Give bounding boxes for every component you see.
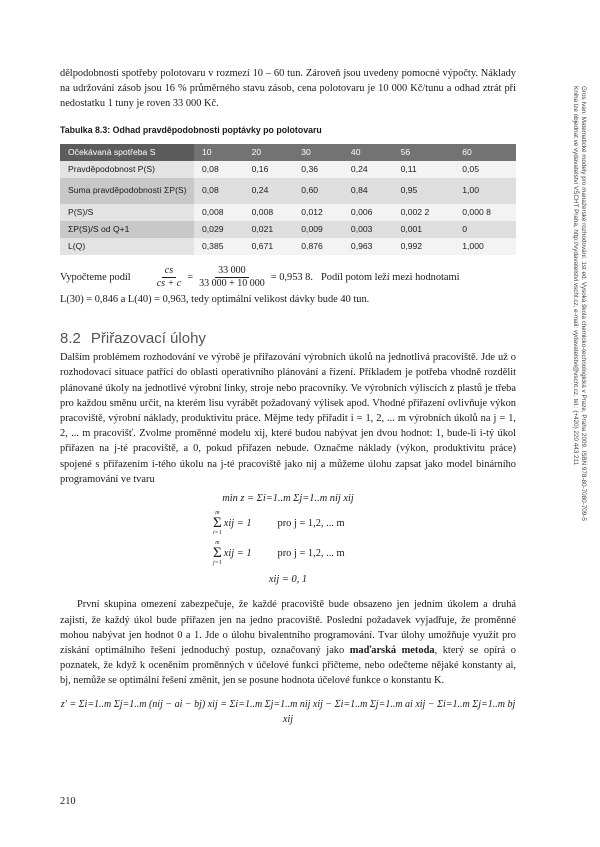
calc-result: = 0,953 8. — [270, 271, 313, 283]
table-cell: 0,963 — [343, 238, 393, 255]
table-row — [60, 238, 516, 255]
constraint-1-left: xij = 1 — [223, 517, 252, 529]
objective-function: min z = Σi=1..m Σj=1..m nij xij — [222, 493, 354, 505]
table-cell: 0,11 — [393, 161, 455, 178]
sum-lower: j=1 — [213, 560, 222, 567]
table-cell: 0,16 — [244, 161, 294, 178]
table-cell: 56 — [393, 144, 455, 161]
sum-symbol: m Σ i=1 — [213, 510, 222, 537]
table-cell: 0,029 — [194, 221, 244, 238]
row-label: ΣP(S)/S od Q+1 — [60, 221, 194, 238]
sum-upper: m — [215, 510, 220, 517]
table-cell: 0,008 — [194, 204, 244, 221]
section-title: Přiřazovací úlohy — [90, 330, 206, 348]
table-cell: 0,012 — [293, 204, 343, 221]
paragraph-hungarian — [60, 597, 516, 688]
calc-tail: Podíl potom leží mezi hodnotami — [320, 271, 460, 283]
table-cell: 0,24 — [343, 161, 393, 178]
table-cell: 0,009 — [293, 221, 343, 238]
page-content — [60, 66, 516, 727]
table-cell: 0,876 — [293, 238, 343, 255]
page-number: 210 — [60, 796, 76, 807]
row-label: Pravděpodobnost P(S) — [60, 161, 194, 178]
table-cell: 1,000 — [454, 238, 516, 255]
binary-constraint: xij = 0, 1 — [268, 574, 308, 586]
table-caption: Tabulka 8.3: Odhad pravděpodobnosti poptávky po polotovaru — [60, 124, 322, 135]
para2-text: První skupina omezení zabezpečuje, že každé pracoviště bude obsazeno jen jedním úkolem a druhá zajistí, že každý úkol bude přiřazen jen na jedno pracoviště. Poslední požadavek vyjadřuje, že proměnné mohou nabývat jen hodnot 0 a 1. Jde o úlohu bivalentního programování. Tvar úlohy umožňuje využít pro získání optimálního řešení jednoduchý postup, označovaný jako — [60, 599, 516, 657]
constraint-2-cond: pro j = 1,2, ... m — [277, 547, 345, 559]
row-label: P(S)/S — [60, 204, 194, 221]
table-cell: 0,05 — [454, 161, 516, 178]
hungarian-method-term: maďarská metoda — [349, 645, 435, 657]
fraction-values — [196, 265, 268, 290]
table-cell: 0,001 — [393, 221, 455, 238]
calc-eq: = — [187, 271, 194, 283]
fraction-ratio — [154, 265, 185, 290]
table-row — [60, 161, 516, 178]
sidebar-citation — [572, 86, 588, 541]
table-cell: 10 — [194, 144, 244, 161]
table-cell: 0,000 8 — [454, 204, 516, 221]
row-label: L(Q) — [60, 238, 194, 255]
frac2-numerator: 33 000 — [215, 265, 249, 278]
table-cell: 30 — [293, 144, 343, 161]
para2-text-end: , který se opírá o poznatek, že když k oceněním proměnných v účelové funkci přičteme, nebo odečteme nějaké konstanty ai, bj, nemůže se optimální řešení změnit, jen se posune hodnota účelové funkce o konstantu K. — [60, 645, 517, 687]
table-cell: 40 — [343, 144, 393, 161]
sum-upper: m — [215, 540, 220, 547]
table-cell: 0 — [454, 221, 516, 238]
table-cell: 0,95 — [393, 178, 455, 204]
constraint-2-left: xij = 1 — [223, 547, 252, 559]
table-cell: 0,671 — [244, 238, 294, 255]
table-row — [60, 144, 516, 161]
table-cell: 0,006 — [343, 204, 393, 221]
constraint-1-cond: pro j = 1,2, ... m — [277, 517, 345, 529]
table-cell: 0,002 2 — [393, 204, 455, 221]
calc-line — [60, 265, 516, 290]
table-cell: 0,84 — [343, 178, 393, 204]
frac2-denominator: 33 000 + 10 000 — [199, 277, 265, 289]
transformed-objective: z′ = Σi=1..m Σj=1..m (nij − ai − bj) xij = Σi=1..m Σj=1..m nij xij − Σi=1..m Σj=1..m ai xij − Σi=1..m Σj=1..m bj xij — [60, 698, 516, 725]
table-cell: 0,385 — [194, 238, 244, 255]
citation-line-1: Gros Ivan: Matematické modely pro manažerské rozhodování. 1st ed. Vysoká škola chemicko-technologická v Praze, Praha 2009. ISBN 978-80-7080-709-5 — [580, 86, 587, 521]
paragraph-assignment: Dalším problémem rozhodování ve výrobě je přiřazování výrobních úkolů na jednotlivá pracoviště. Jde už o rozhodovací situace patřící do oblasti operativního plánování a řízení. Příkladem je potřeba vhodně rozdělit plánované úkoly na jednotlivé výrobní linky, stroje nebo pracovníky. Ve výrobních výliscích z plastů je třeba pro každou směnu určit, na kterém lisu vyrábět požadovaný výlisek apod. Vhodné přiřazení ovlivňuje výkon pracoviště, výrobní náklady, produktivitu práce. Mějme tedy přiřadit i = 1, 2, ... m výrobních úkolů na j = 1, 2, ... m pracovišť. Zvolme proměnné modelu xij, které budou nabývat jen dvou hodnot: 1, bude-li i-tý úkol přiřazen na j-té pracoviště, a 0, pokud přiřazen nebude. Označme náklady (výkon, produktivitu práce) spojené s přiřazením i-tého úkolu na j-té pracoviště jako nij a můžeme úlohu zapsat jako model binárního programování ve tvaru — [60, 352, 516, 485]
sum-lower: i=1 — [213, 530, 222, 537]
table-cell: 0,36 — [293, 161, 343, 178]
table-cell: 0,60 — [293, 178, 343, 204]
table-cell: 1,00 — [454, 178, 516, 204]
row-label: Očekávaná spotřeba S — [60, 144, 194, 161]
table-cell: 0,003 — [343, 221, 393, 238]
table-cell: 20 — [244, 144, 294, 161]
intro-paragraph: dělpodobnosti spotřeby polotovaru v rozmezí 10 – 60 tun. Zároveň jsou uvedeny pomocné výpočty. Náklady na udržování zásob jsou 16 % průměrného stavu zásob, cena polotovaru je 10 000 Kč/tunu a odhad ztrát při nedostatku 1 tuny je roven 33 000 Kč. — [60, 68, 516, 110]
constraint-2 — [213, 538, 516, 568]
table-cell: 0,008 — [244, 204, 294, 221]
table-row — [60, 178, 516, 204]
table-row — [60, 204, 516, 221]
table-cell: 60 — [454, 144, 516, 161]
table-cell: 0,021 — [244, 221, 294, 238]
section-heading — [60, 331, 516, 346]
table-cell: 0,08 — [194, 161, 244, 178]
table-cell: 0,992 — [393, 238, 455, 255]
frac1-numerator: cs — [162, 265, 176, 278]
table-cell: 0,24 — [244, 178, 294, 204]
row-label: Suma pravděpodobností ΣP(S) — [60, 178, 194, 204]
constraint-1 — [213, 508, 516, 538]
sum-symbol: m Σ j=1 — [213, 540, 222, 567]
probability-table — [60, 144, 516, 255]
calc-conclusion: L(30) = 0,846 a L(40) = 0,963, tedy optimální velikost dávky bude 40 tun. — [60, 293, 370, 305]
citation-line-2: Kniha lze objednat ve vydavatelství VŠCHT Praha, http://vydavatelstvi.vscht.cz, e-mail: vydavatelstvi@vscht.cz, tel.: (+420) 220 443 211 — [572, 86, 579, 466]
table-cell: 0,08 — [194, 178, 244, 204]
table-row — [60, 221, 516, 238]
calc-lead: Vypočteme podíl — [60, 271, 131, 283]
frac1-denominator: cs + c — [156, 277, 182, 289]
section-number: 8.2 — [60, 330, 81, 348]
